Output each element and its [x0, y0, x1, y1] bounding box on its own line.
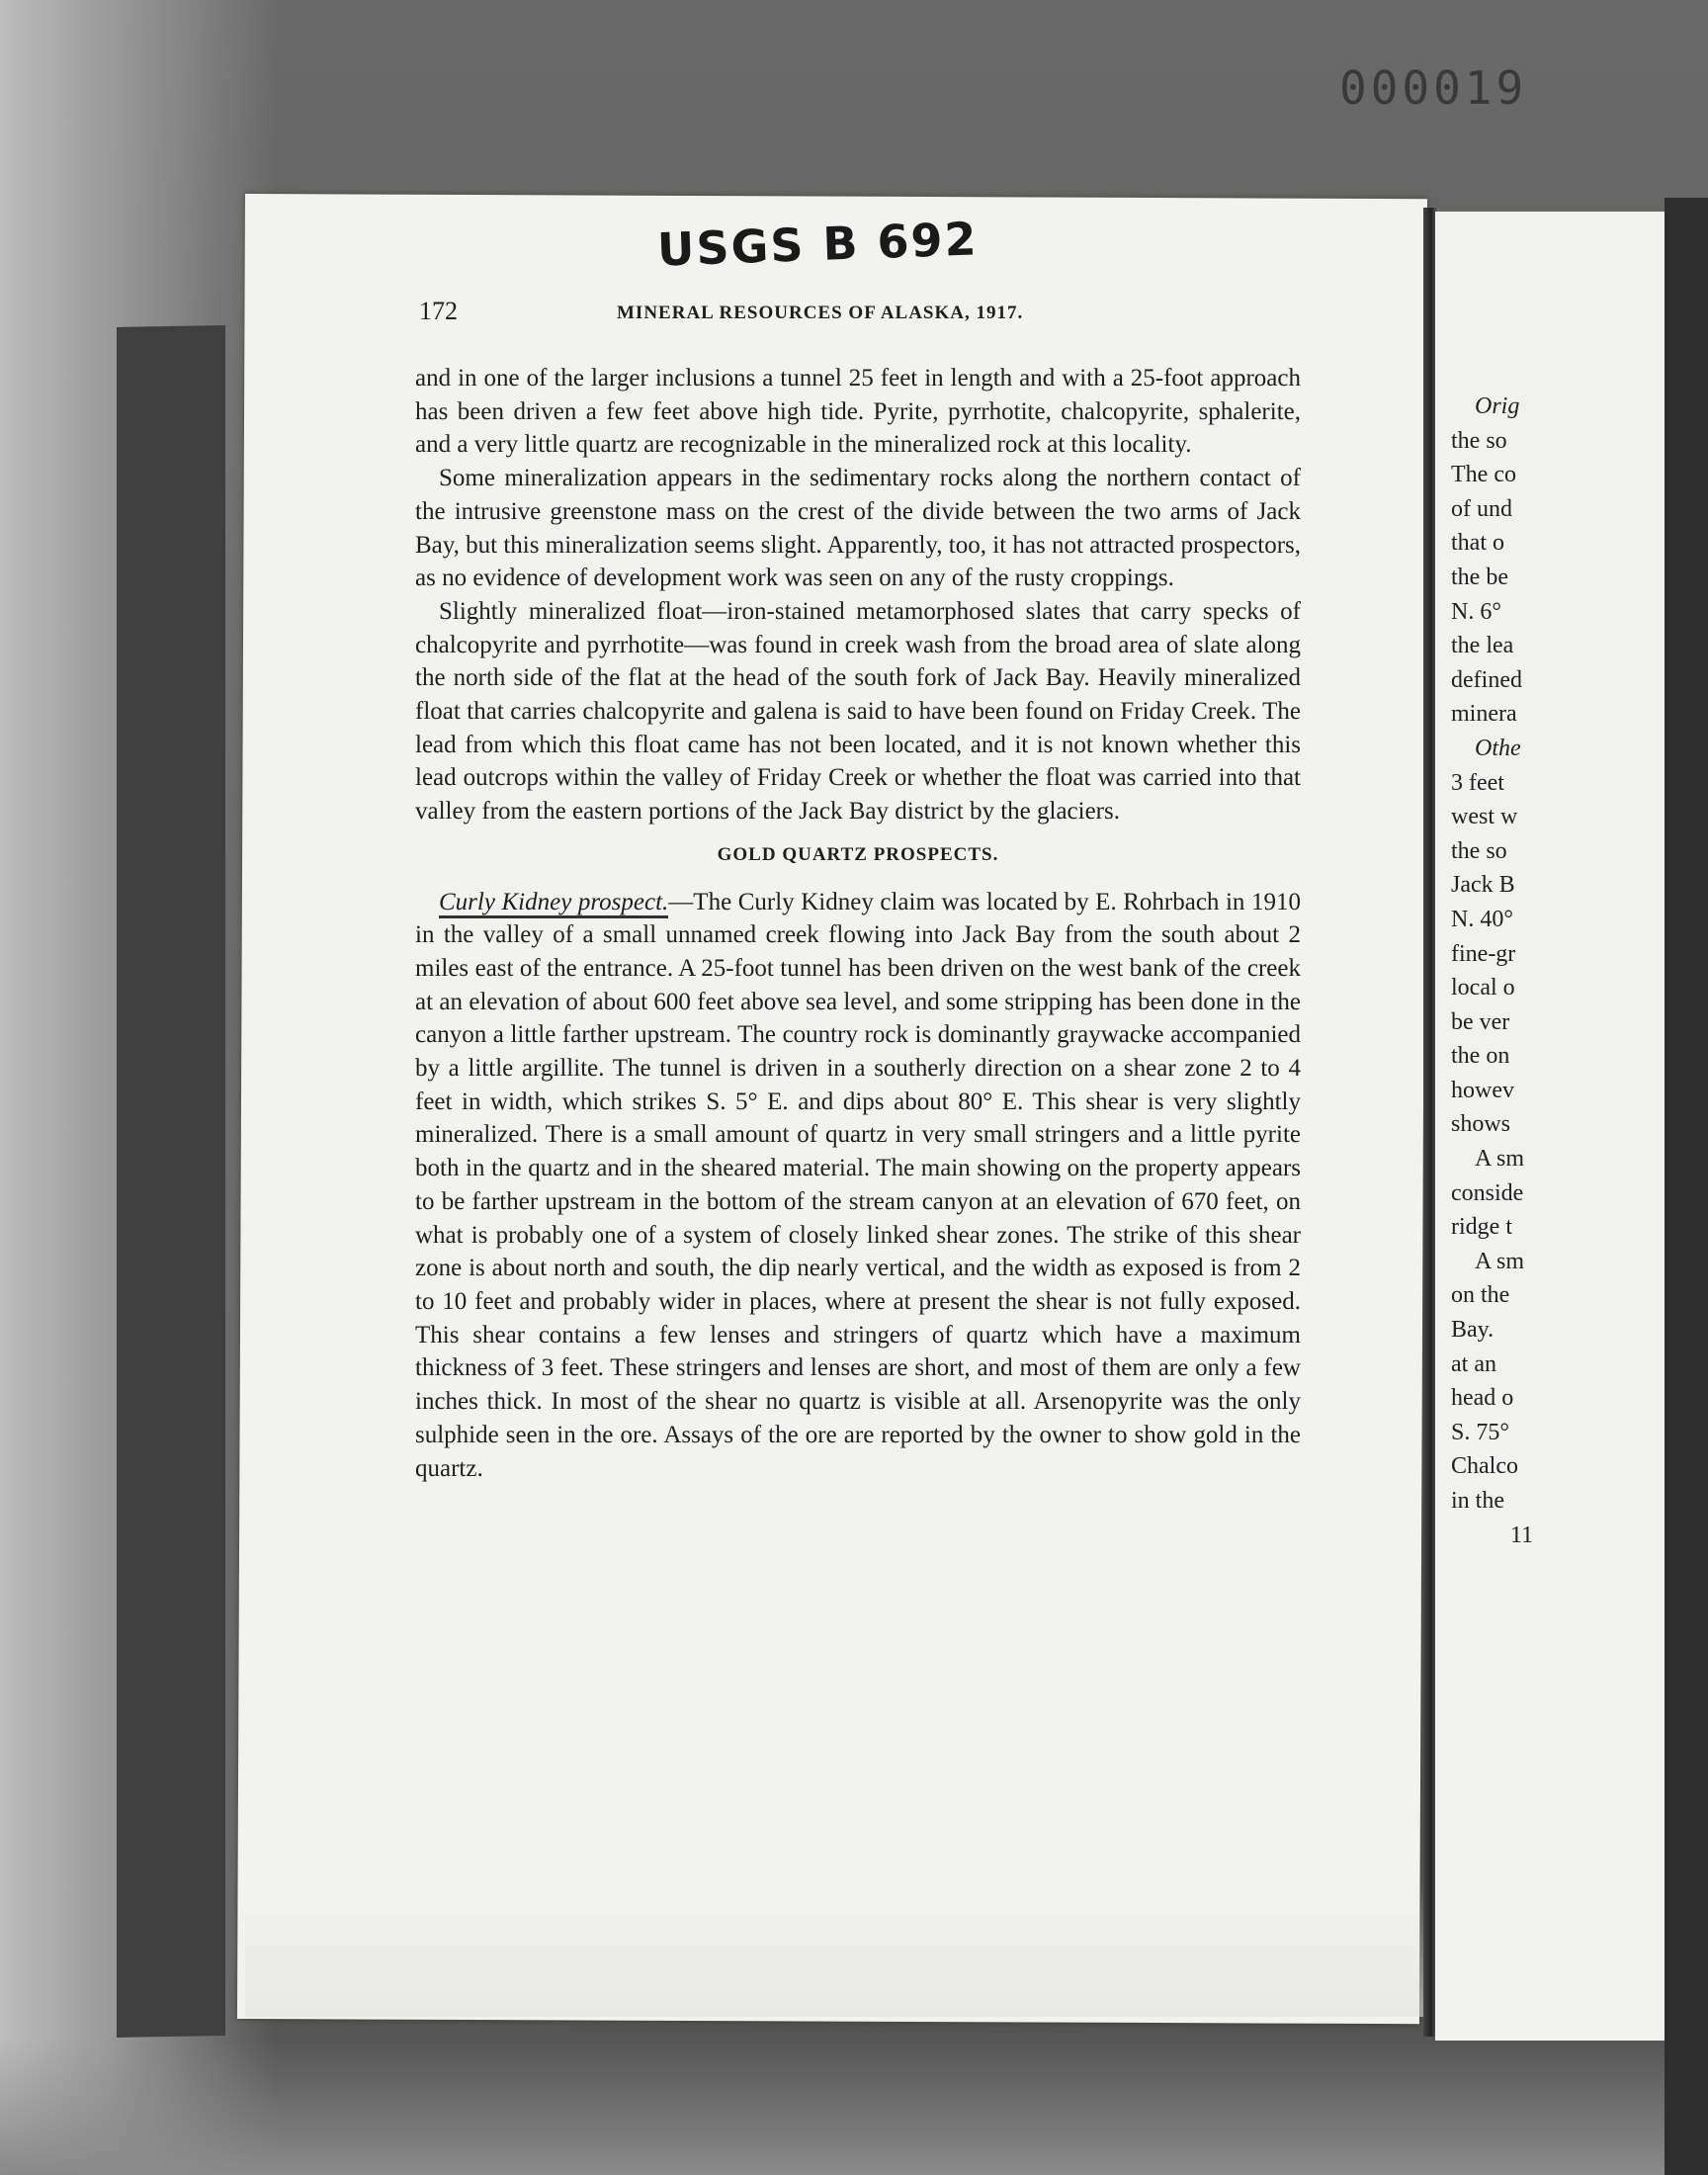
facing-page	[1435, 212, 1674, 2041]
facing-line: shows	[1451, 1111, 1511, 1138]
facing-line: conside	[1451, 1179, 1524, 1206]
facing-line: on the	[1451, 1282, 1510, 1309]
facing-line: that o	[1451, 530, 1504, 557]
facing-line: 11	[1510, 1522, 1534, 1548]
scan-bottom-shade	[0, 2037, 1708, 2175]
handwritten-label: USGS B 692	[656, 212, 980, 277]
facing-line: Othe	[1475, 735, 1521, 761]
prospect-paragraph	[415, 886, 1301, 1486]
facing-line: fine-gr	[1451, 940, 1516, 967]
paragraph: Some mineralization appears in the sedimentary rocks along the northern contact of the intrusive greenstone mass on the crest of the divide between the two arms of Jack Bay, but this mineralization seems slight. Apparently, too, it has not attracted prospectors, as no evidence of development work was seen on any of the rusty croppings.	[415, 465, 1301, 592]
page-body	[415, 362, 1301, 1485]
facing-line: howev	[1451, 1077, 1514, 1103]
facing-line: in the	[1451, 1488, 1504, 1514]
facing-line: be ver	[1451, 1008, 1510, 1035]
facing-line: A sm	[1475, 1146, 1525, 1173]
underlying-sheet-shadow	[117, 325, 225, 2038]
page-bottom-fade	[245, 1878, 1427, 2017]
facing-line: minera	[1451, 701, 1517, 728]
facing-line: the so	[1451, 427, 1507, 454]
facing-line: at an	[1451, 1350, 1496, 1377]
page-header	[419, 297, 1305, 332]
section-heading: GOLD QUARTZ PROSPECTS.	[717, 843, 999, 865]
facing-line: N. 40°	[1451, 906, 1513, 932]
facing-line: the on	[1451, 1043, 1510, 1070]
facing-line: head o	[1451, 1385, 1514, 1412]
facing-line: the be	[1451, 564, 1508, 590]
facing-line: west w	[1451, 804, 1518, 830]
facing-line: the so	[1451, 837, 1507, 864]
facing-line: Chalco	[1451, 1453, 1518, 1480]
paragraph: and in one of the larger inclusions a tunnel 25 feet in length and with a 25-foot approach has been driven a few feet above high tide. Pyrite, pyrrhotite, chalcopyrite, sphalerite, and a very little quartz are recognizable in the mineralized rock at this locality.	[415, 365, 1301, 459]
scan-right-edge	[1665, 198, 1708, 2175]
facing-line: local o	[1451, 975, 1515, 1001]
facing-line: ridge t	[1451, 1214, 1512, 1241]
prospect-text: —The Curly Kidney claim was located by E. Rohrbach in 1910 in the valley of a small unnamed creek flowing into Jack Bay from the south about 2 miles east of the entrance. A 25-foot tunnel has been driven on the west bank of the creek at an elevation of about 600 feet above sea level, and some stripping has been done in the canyon a little farther upstream. The country rock is dominantly graywacke accompanied by a little argillite. The tunnel is driven in a southerly direction on a shear zone 2 to 4 feet in width, which strikes S. 5° E. and dips about 80° E. This shear is very slightly mineralized. There is a small amount of quartz in very small stringers and a little pyrite both in the quartz and in the sheared material. The main showing on the property appears to be farther upstream in the bottom of the stream canyon at an elevation of 670 feet, on what is probably one of a system of closely linked shear zones. The strike of this shear zone is about north and south, the dip nearly vertical, and the width as exposed is from 2 to 10 feet and probably wider in places, where at present the shear is not fully exposed. This shear contains a few lenses and stringers of quartz which have a maximum thickness of 3 feet. These stringers and lenses are short, and most of them are only a few inches thick. In most of the shear no quartz is visible at all. Arsenopyrite was the only sulphide seen in the ore. Assays of the ore are reported by the owner to show gold in the quartz.	[415, 888, 1301, 1482]
prospect-name: Curly Kidney prospect.	[439, 889, 668, 918]
file-number-stamp: 000019	[1339, 61, 1528, 115]
facing-line: of und	[1451, 495, 1512, 522]
facing-line: 3 feet	[1451, 769, 1504, 796]
facing-line: Bay.	[1451, 1317, 1494, 1344]
facing-line: A sm	[1475, 1248, 1525, 1274]
running-head: MINERAL RESOURCES OF ALASKA, 1917.	[617, 303, 1024, 323]
paragraph: Slightly mineralized float—iron-stained metamorphosed slates that carry specks of chalcopyrite and pyrrhotite—was found in creek wash from the broad area of slate along the north side of the flat at the head of the south fork of Jack Bay. Heavily mineralized float that carries chalcopyrite and galena is said to have been found on Friday Creek. The lead from which this float came has not been located, and it is not known whether this lead outcrops within the valley of Friday Creek or whether the float was carried into that valley from the eastern portions of the Jack Bay district by the glaciers.	[415, 597, 1301, 826]
facing-line: Jack B	[1451, 872, 1515, 899]
facing-page-column	[1451, 390, 1674, 1552]
facing-line: N. 6°	[1451, 598, 1501, 625]
facing-line: defined	[1451, 666, 1522, 693]
page-number: 172	[419, 297, 458, 325]
facing-line: the lea	[1451, 633, 1514, 659]
facing-line: The co	[1451, 462, 1516, 488]
facing-line: Orig	[1475, 393, 1520, 419]
facing-line: S. 75°	[1451, 1419, 1509, 1445]
